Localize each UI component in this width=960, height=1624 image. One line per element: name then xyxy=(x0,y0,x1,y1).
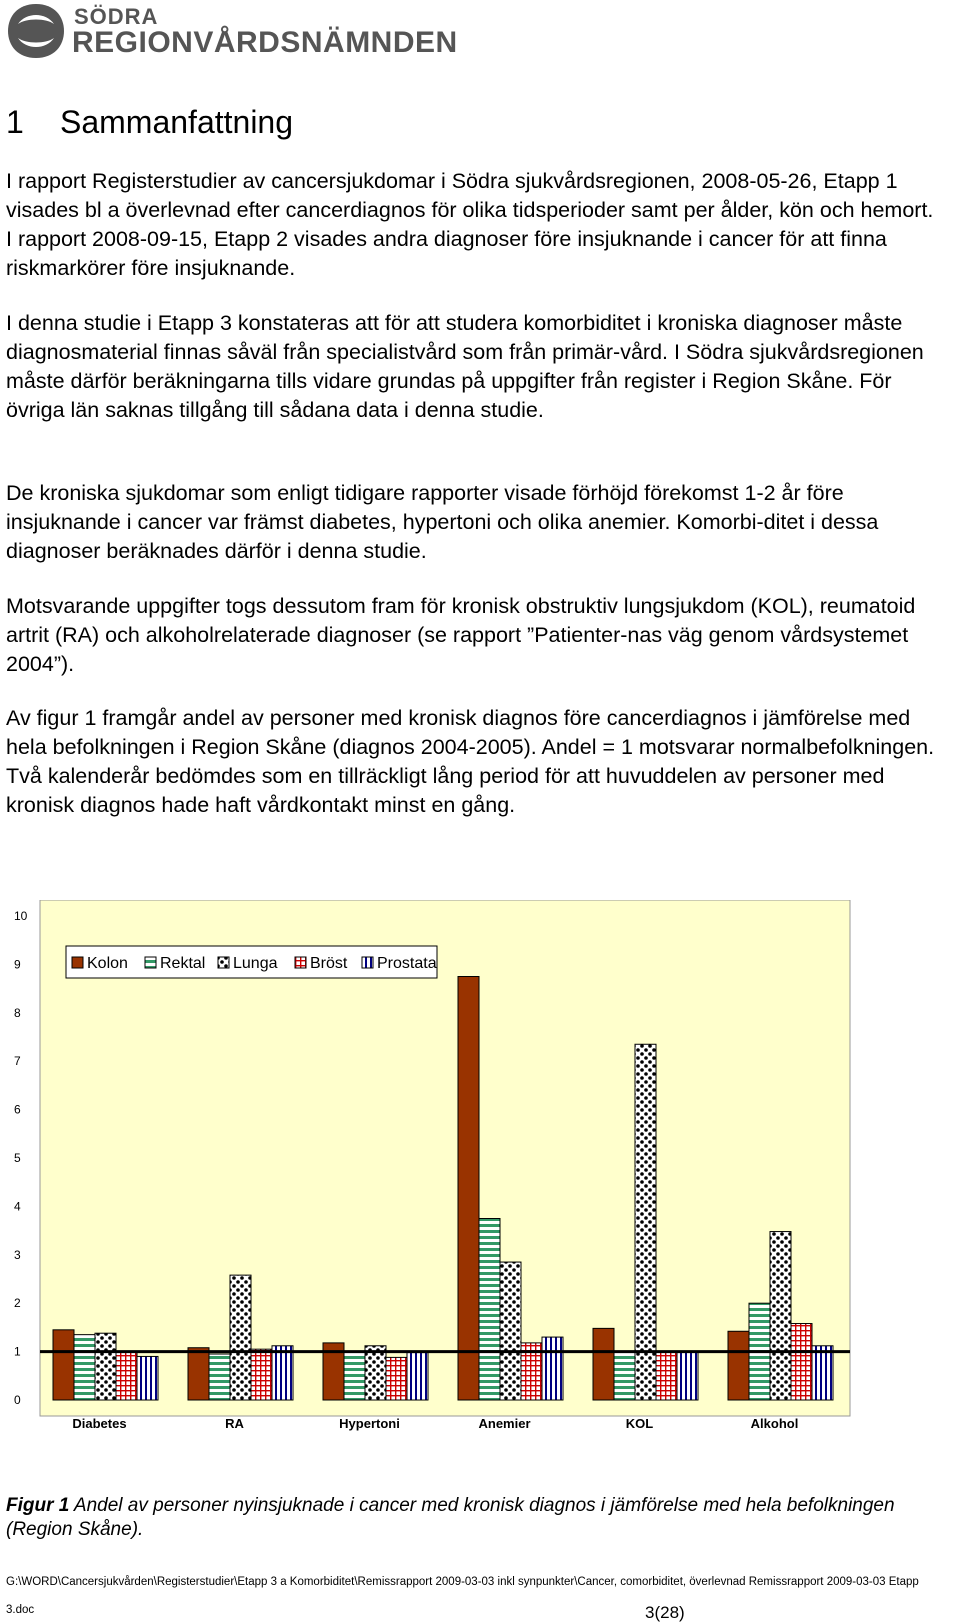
section-number: 1 xyxy=(6,104,24,140)
y-tick-label: 6 xyxy=(14,1102,21,1117)
bar-rektal-ra xyxy=(209,1354,230,1400)
paragraph-2: I denna studie i Etapp 3 konstateras att för att studera komorbiditet i kroniska diagnoser måste diagnosmaterial finnas såväl från specialistvård som från primär-vård. I Södra sjukvårdsregionen måste därför beräkningarna tills vidare grundas på uppgifter från register i Region Skåne. För övriga län saknas tillgång till sådana data i denna studie. xyxy=(6,311,924,422)
bar-kolon-kol xyxy=(593,1328,614,1400)
paragraph-3: De kroniska sjukdomar som enligt tidigare rapporter visade förhöjd förekomst 1-2 år före insjuknande i cancer var främst diabetes, hypertoni och olika anemier. Komorbi-ditet i dessa diagnoser beräknades därför i denna studie. xyxy=(6,481,879,563)
legend-label-prostata: Prostata xyxy=(377,955,437,972)
y-tick-label: 2 xyxy=(14,1296,21,1311)
x-tick-label: Diabetes xyxy=(72,1416,127,1431)
footer-file-path: G:\WORD\Cancersjukvården\Registerstudier\Etapp 3 a Komorbiditet\Remissrapport 2009-03-03 inkl synpunkter\Cancer, comorbiditet, överlevnad Remissrapport 2009-03-03 Etapp 3.doc xyxy=(6,1576,919,1616)
bar-bröst-ra xyxy=(251,1349,272,1400)
bar-lunga-kol xyxy=(635,1044,656,1400)
legend xyxy=(66,946,437,978)
logo-text-line1: SÖDRA xyxy=(74,4,159,29)
legend-swatch-bröst xyxy=(295,957,306,968)
chart-svg xyxy=(0,900,960,1500)
y-tick-label: 10 xyxy=(14,909,28,923)
y-tick-label: 1 xyxy=(14,1344,21,1359)
bar-bröst-hypertoni xyxy=(386,1357,407,1400)
bar-lunga-alkohol xyxy=(770,1232,791,1400)
x-tick-label: RA xyxy=(225,1416,244,1431)
y-axis xyxy=(14,909,28,1407)
y-tick-label: 3 xyxy=(14,1247,21,1262)
y-tick-label: 0 xyxy=(14,1393,21,1407)
x-axis xyxy=(72,1416,798,1431)
bar-prostata-diabetes xyxy=(137,1356,158,1400)
logo-mark-icon xyxy=(6,2,66,60)
logo-text-line2: REGIONVÅRDSNÄMNDEN xyxy=(72,26,458,59)
legend-label-kolon: Kolon xyxy=(87,955,128,972)
legend-label-bröst: Bröst xyxy=(310,955,348,972)
section-heading xyxy=(6,104,293,141)
y-tick-label: 7 xyxy=(14,1054,21,1069)
logo xyxy=(6,2,458,60)
bar-chart xyxy=(0,900,960,1500)
x-tick-label: KOL xyxy=(625,1416,654,1431)
y-tick-label: 8 xyxy=(14,1005,21,1020)
bar-kolon-alkohol xyxy=(728,1331,749,1400)
legend-swatch-prostata xyxy=(362,957,373,968)
paragraph-5: Av figur 1 framgår andel av personer med kronisk diagnos före cancerdiagnos i jämförelse med hela befolkningen i Region Skåne (diagnos 2004-2005). Andel = 1 motsvarar normalbefolkningen. Två kalenderår bedömdes som en tillräckligt lång period för att huvuddelen av personer med kronisk diagnos hade haft vårdkontakt minst en gång. xyxy=(6,706,935,817)
x-tick-label: Anemier xyxy=(478,1416,531,1431)
bar-kolon-ra xyxy=(188,1348,209,1400)
bar-rektal-anemier xyxy=(479,1219,500,1401)
bar-kolon-anemier xyxy=(458,977,479,1401)
legend-swatch-kolon xyxy=(72,957,83,968)
bar-prostata-alkohol xyxy=(812,1346,833,1400)
bar-bröst-diabetes xyxy=(116,1352,137,1400)
bar-lunga-diabetes xyxy=(95,1333,116,1400)
page-number: 3(28) xyxy=(645,1603,685,1622)
bar-prostata-ra xyxy=(272,1346,293,1400)
paragraph-1: I rapport Registerstudier av cancersjukdomar i Södra sjukvårdsregionen, 2008-05-26, Etapp 1 visades bl a överlevnad efter cancerdiagnos för olika tidsperioder samt per ålder, kön och hemort. I rapport 2008-09-15, Etapp 2 visades andra diagnoser före insjuknande i cancer för att finna riskmarkörer före insjuknande. xyxy=(6,169,934,280)
bar-lunga-hypertoni xyxy=(365,1346,386,1400)
y-tick-label: 4 xyxy=(14,1199,21,1214)
bar-rektal-diabetes xyxy=(74,1335,95,1400)
bar-rektal-kol xyxy=(614,1352,635,1400)
figure-caption xyxy=(6,1494,926,1542)
figure-label: Figur 1 xyxy=(6,1495,70,1516)
legend-swatch-lunga xyxy=(218,957,229,968)
legend-swatch-rektal xyxy=(145,957,156,968)
legend-label-lunga: Lunga xyxy=(233,955,278,972)
figure-caption-text: Andel av personer nyinsjuknade i cancer med kronisk diagnos i jämförelse med hela befolkningen (Region Skåne). xyxy=(6,1495,895,1540)
bar-rektal-hypertoni xyxy=(344,1352,365,1400)
bar-bröst-alkohol xyxy=(791,1324,812,1400)
legend-label-rektal: Rektal xyxy=(160,955,206,972)
paragraph-4: Motsvarande uppgifter togs dessutom fram för kronisk obstruktiv lungsjukdom (KOL), reumatoid artrit (RA) och alkoholrelaterade diagnoser (se rapport ”Patienter-nas väg genom vårdsystemet 2004”). xyxy=(6,594,916,676)
x-tick-label: Alkohol xyxy=(750,1416,799,1431)
y-tick-label: 5 xyxy=(14,1151,21,1165)
bar-prostata-hypertoni xyxy=(407,1353,428,1400)
x-tick-label: Hypertoni xyxy=(339,1416,400,1431)
bar-prostata-anemier xyxy=(542,1337,563,1400)
bar-kolon-diabetes xyxy=(53,1330,74,1400)
bar-prostata-kol xyxy=(677,1352,698,1400)
bar-lunga-anemier xyxy=(500,1262,521,1400)
bar-bröst-kol xyxy=(656,1352,677,1400)
section-title: Sammanfattning xyxy=(60,104,294,140)
bar-lunga-ra xyxy=(230,1275,251,1400)
y-tick-label: 9 xyxy=(14,957,21,972)
